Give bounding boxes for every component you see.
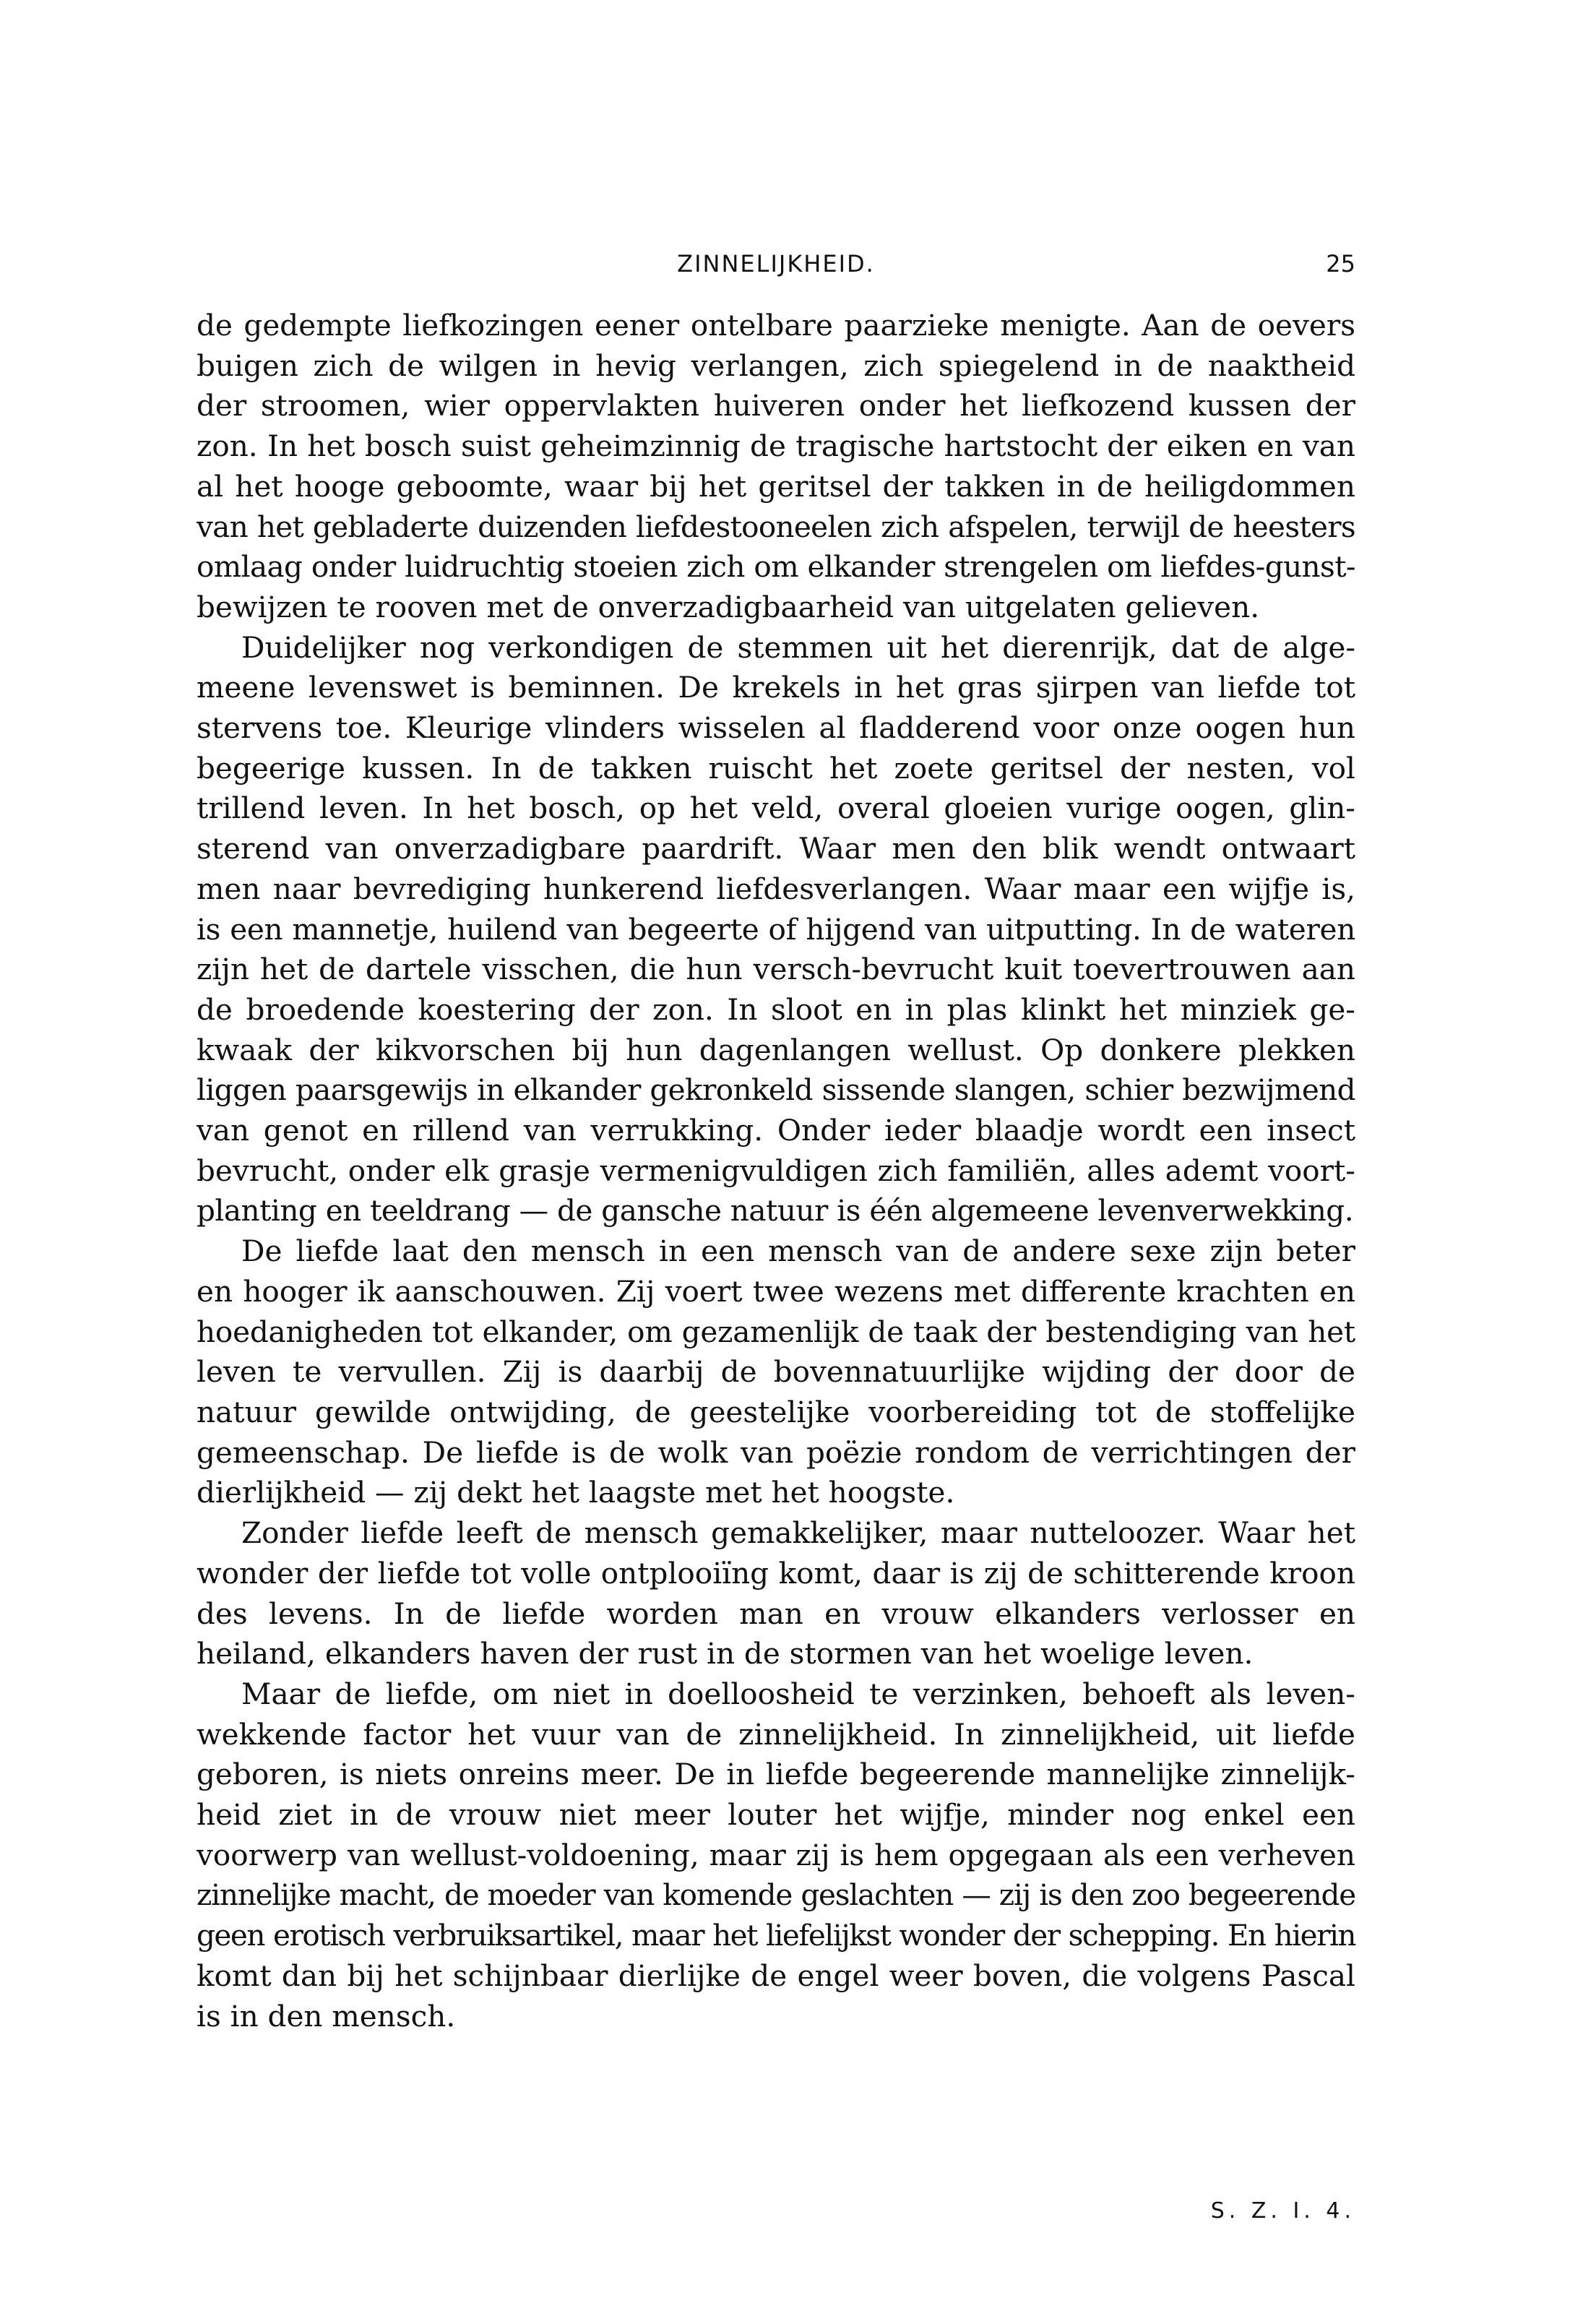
text-line: leven te vervullen. Zij is daarbij de bovennatuurlijke wijding der door de	[197, 1354, 1355, 1390]
paragraph	[197, 628, 1355, 1232]
text-line: gemeenschap. De liefde is de wolk van poëzie rondom de verrichtingen der	[197, 1434, 1355, 1470]
text-line: en hooger ik aanschouwen. Zij voert twee wezens met differente krachten en	[197, 1273, 1355, 1309]
text-line: meene levenswet is beminnen. De krekels in het gras sjirpen van liefde tot	[197, 670, 1355, 705]
text-line: buigen zich de wilgen in hevig verlangen, zich spiegelend in de naaktheid	[197, 348, 1355, 383]
text-line: zijn het de dartele visschen, die hun versch-bevrucht kuit toevertrouwen aan	[197, 952, 1355, 987]
text-line: wonder der liefde tot volle ontplooiïng komt, daar is zij de schitterende kroon	[197, 1555, 1355, 1591]
text-line: is in den mensch.	[197, 1998, 456, 2034]
text-line: stervens toe. Kleurige vlinders wisselen al fladderend voor onze oogen hun	[197, 710, 1355, 746]
text-line: geboren, is niets onreins meer. De in liefde begeerende mannelijke zinnelijk-	[197, 1757, 1355, 1792]
paragraph	[197, 1513, 1355, 1674]
text-line: zon. In het bosch suist geheimzinnig de tragische hartstocht der eiken en van	[197, 429, 1355, 464]
text-line: trillend leven. In het bosch, op het veld, overal gloeien vurige oogen, glin-	[197, 791, 1355, 826]
text-line: der stroomen, wier oppervlakten huiveren onder het liefkozend kussen der	[197, 388, 1355, 423]
signature-mark: S. Z. I. 4.	[1210, 2198, 1355, 2224]
text-line: wekkende factor het vuur van de zinnelijkheid. In zinnelijkheid, uit liefde	[197, 1716, 1355, 1752]
running-header	[197, 246, 1355, 282]
text-line: Zonder liefde leeft de mensch gemakkelijker, maar nutteloozer. Waar het	[241, 1515, 1355, 1551]
text-line: van genot en rillend van verrukking. Onder ieder blaadje wordt een insect	[197, 1113, 1355, 1148]
text-line: De liefde laat den mensch in een mensch van de andere sexe zijn beter	[241, 1234, 1355, 1269]
text-line: al het hooge geboomte, waar bij het geritsel der takken in de heiligdommen	[197, 468, 1355, 504]
running-title: ZINNELIJKHEID.	[677, 250, 875, 277]
paragraph	[197, 306, 1355, 628]
text-line: hoedanigheden tot elkander, om gezamenlijk de taak der bestendiging van het	[197, 1314, 1355, 1349]
text-line: geen erotisch verbruiksartikel, maar het liefelijkst wonder der schepping. En hierin	[197, 1918, 1355, 1953]
text-line: sterend van onverzadigbare paardrift. Waar men den blik wendt ontwaart	[197, 831, 1355, 866]
text-line: Maar de liefde, om niet in doelloosheid te verzinken, behoeft als leven-	[241, 1676, 1355, 1711]
text-line: omlaag onder luidruchtig stoeien zich om elkander strengelen om liefdes-gunst-	[197, 549, 1355, 585]
text-line: heid ziet in de vrouw niet meer louter het wijfje, minder nog enkel een	[197, 1797, 1355, 1833]
paragraph	[197, 1231, 1355, 1513]
text-line: Duidelijker nog verkondigen de stemmen uit het dierenrijk, dat de alge-	[241, 629, 1355, 665]
paragraph	[197, 1674, 1355, 2036]
text-line: komt dan bij het schijnbaar dierlijke de engel weer boven, die volgens Pascal	[197, 1958, 1355, 1993]
text-line: zinnelijke macht, de moeder van komende geslachten — zij is den zoo begeerende	[197, 1877, 1355, 1913]
text-line: kwaak der kikvorschen bij hun dagenlangen wellust. Op donkere plekken	[197, 1032, 1355, 1067]
text-line: voorwerp van wellust-voldoening, maar zij is hem opgegaan als een verheven	[197, 1837, 1355, 1872]
text-line: dierlijkheid — zij dekt het laagste met het hoogste.	[197, 1475, 955, 1510]
text-line: des levens. In de liefde worden man en vrouw elkanders verlosser en	[197, 1596, 1355, 1631]
text-line: liggen paarsgewijs in elkander gekronkeld sissende slangen, schier bezwijmend	[197, 1072, 1355, 1108]
text-line: begeerige kussen. In de takken ruischt het zoete geritsel der nesten, vol	[197, 750, 1355, 786]
text-line: planting en teeldrang — de gansche natuur is één algemeene levenverwekking.	[197, 1193, 1354, 1228]
text-line: men naar bevrediging hunkerend liefdesverlangen. Waar maar een wijfje is,	[197, 871, 1355, 906]
text-line: natuur gewilde ontwijding, de geestelijke voorbereiding tot de stoffelijke	[197, 1394, 1355, 1429]
text-line: de broedende koestering der zon. In sloot en in plas klinkt het minziek ge-	[197, 991, 1355, 1027]
body-text	[197, 306, 1355, 2036]
text-line: de gedempte liefkozingen eener ontelbare paarzieke menigte. Aan de oevers	[197, 308, 1355, 343]
text-line: bewijzen te rooven met de onverzadigbaarheid van uitgelaten gelieven.	[197, 589, 1260, 624]
page-number: 25	[1326, 250, 1355, 277]
text-line: heiland, elkanders haven der rust in de stormen van het woelige leven.	[197, 1636, 1254, 1671]
text-line: is een mannetje, huilend van begeerte of hijgend van uitputting. In de wateren	[197, 911, 1355, 947]
text-line: bevrucht, onder elk grasje vermenigvuldigen zich familiën, alles ademt voort-	[197, 1153, 1355, 1188]
text-line: van het gebladerte duizenden liefdestooneelen zich afspelen, terwijl de heesters	[197, 509, 1355, 544]
